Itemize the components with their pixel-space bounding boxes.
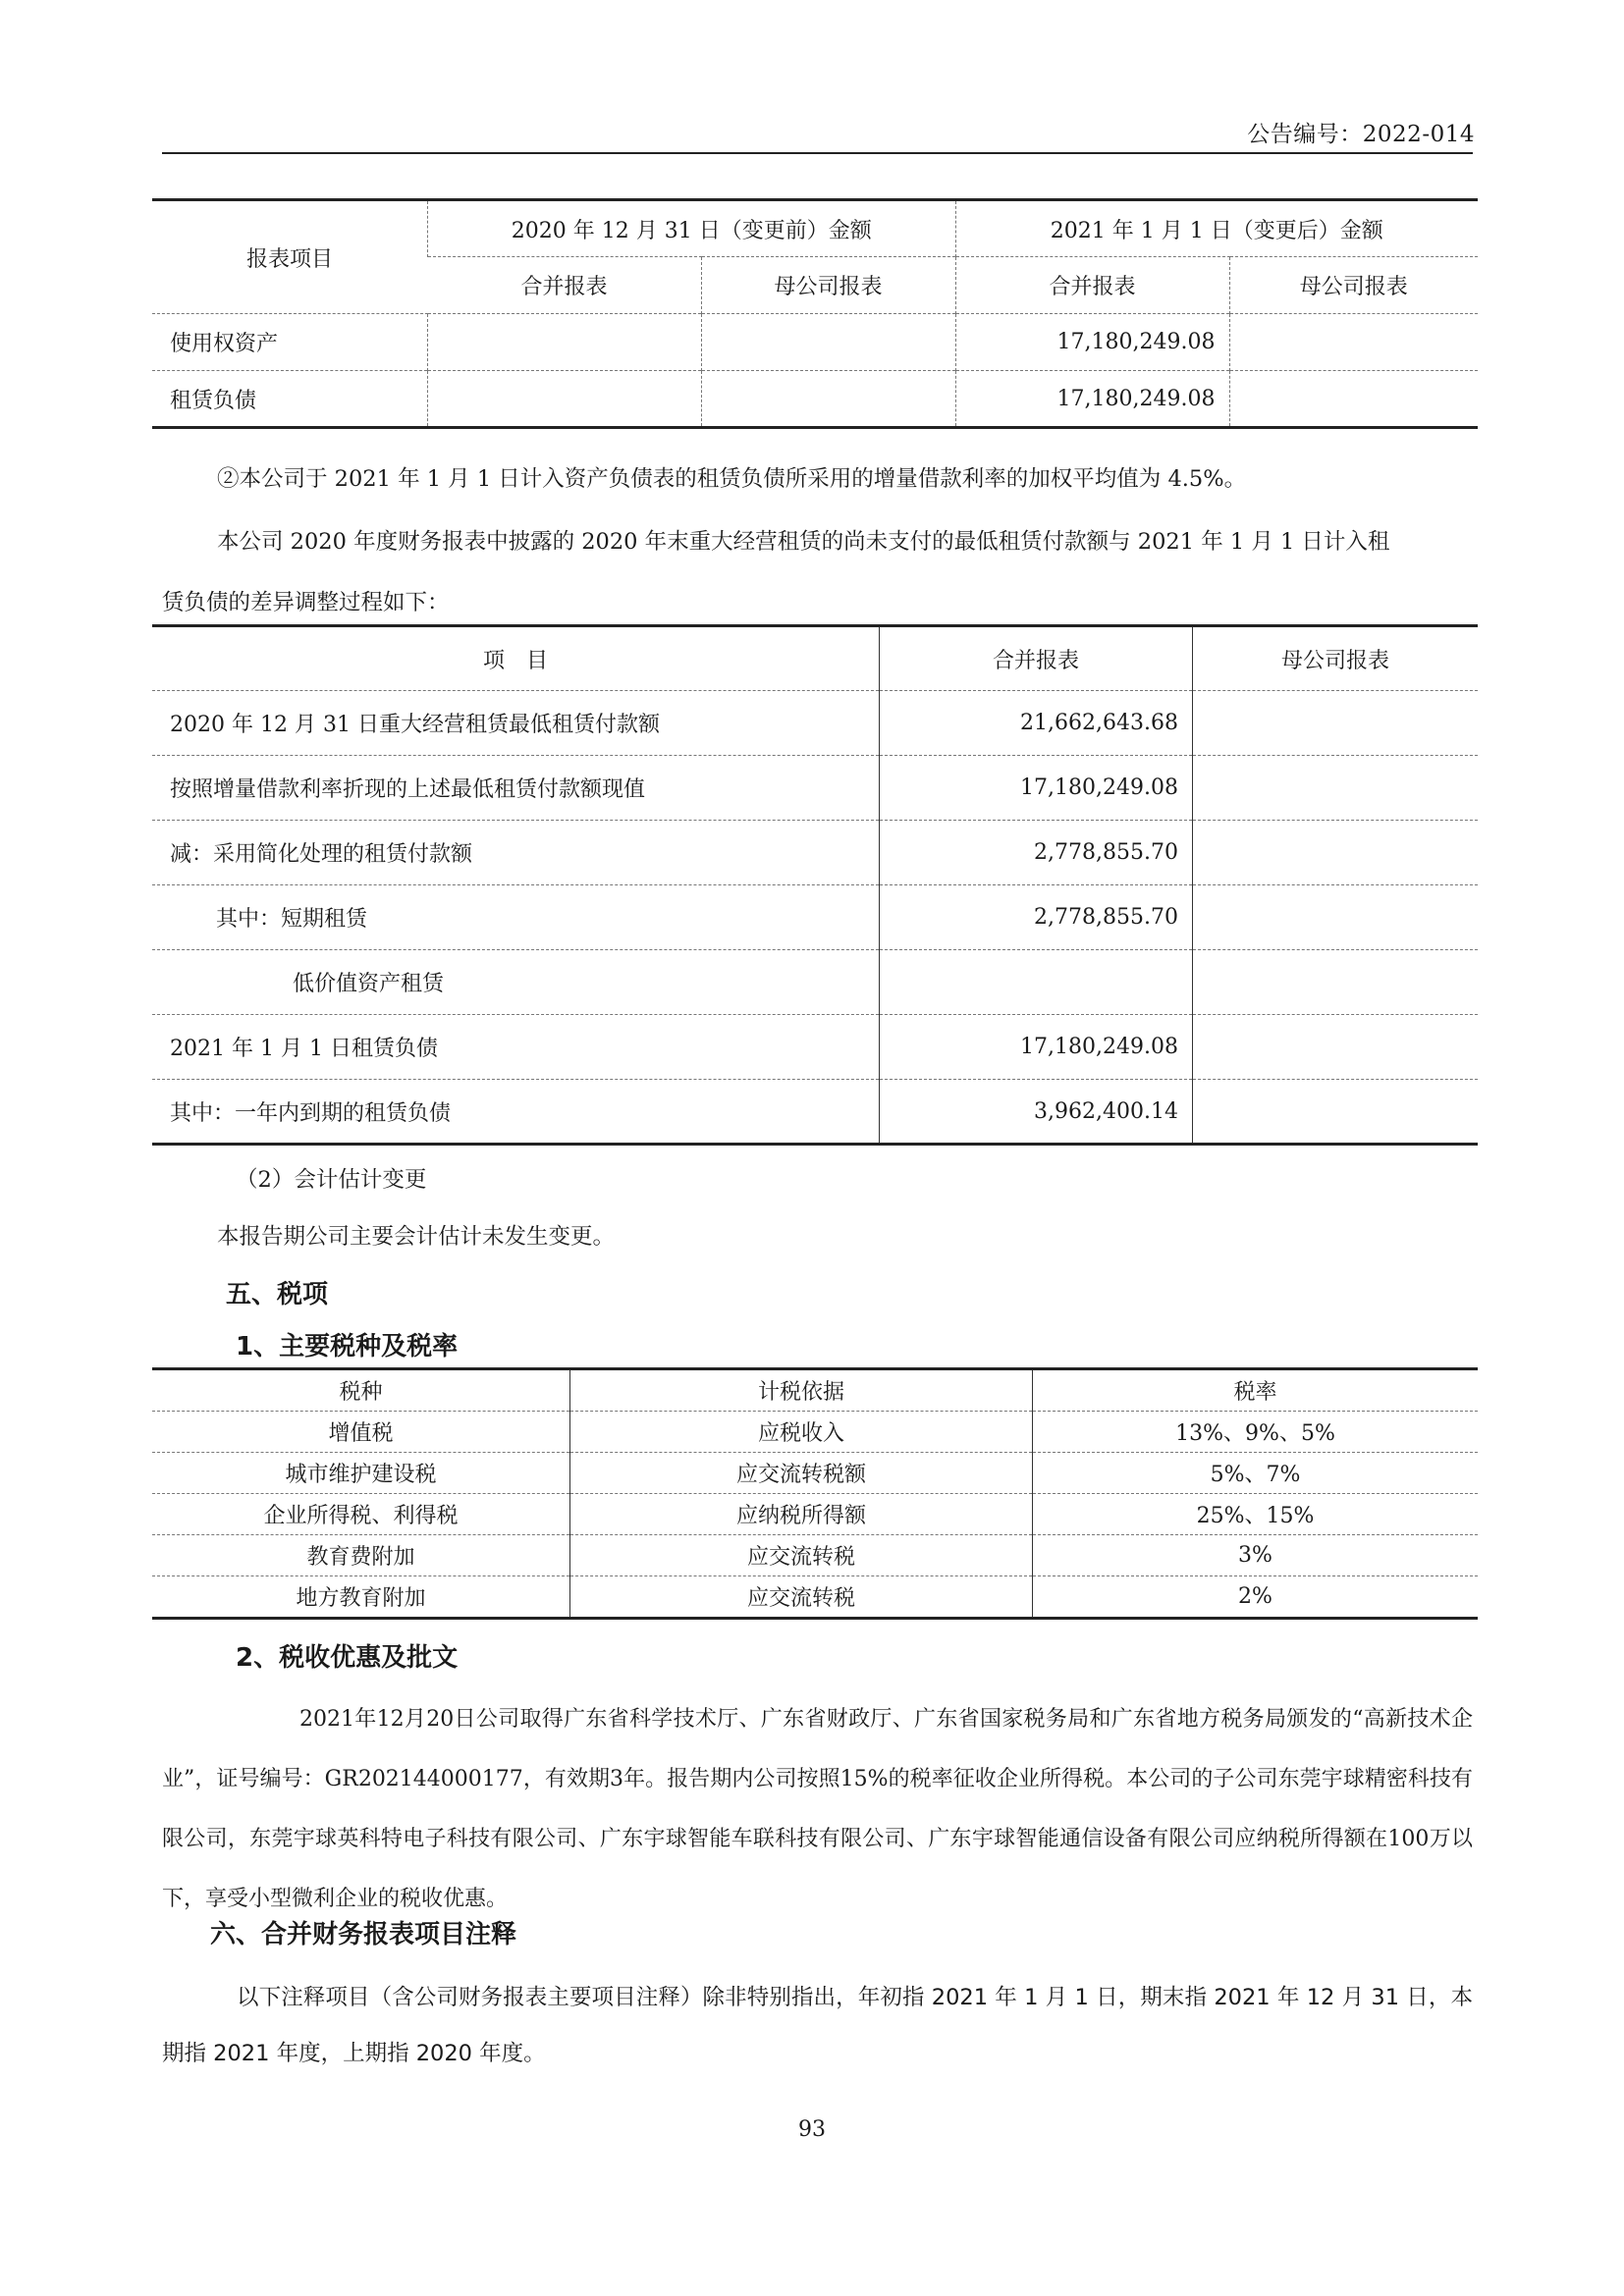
cell (1193, 885, 1479, 950)
cell: 2,778,855.70 (880, 885, 1193, 950)
row-item: 低价值资产租赁 (152, 950, 880, 1015)
paragraph-tax-incentives: 2021年12月20日公司取得广东省科学技术厅、广东省财政厅、广东省国家税务局和广东省地方税务局颁发的“高新技术企业”，证号编号：GR202144000177，有效期3年。报告期内公司按照15%的税率征收企业所得税。本公司的子公司东莞宇球精密科技有限公司，东莞宇球英科特电子科技有限公司、广东宇球智能车联科技有限公司、广东宇球智能通信设备有限公司应纳税所得额在100万以下，享受小型微利企业的税收优惠。 (162, 1707, 1473, 1911)
section-estimate-change: （2）会计估计变更 (236, 1167, 427, 1193)
paragraph-estimate: 本报告期公司主要会计估计未发生变更。 (217, 1224, 616, 1250)
table-row (152, 1576, 1478, 1619)
cell (1193, 950, 1479, 1015)
page-number: 93 (798, 2117, 826, 2142)
cell (1193, 1015, 1479, 1080)
cell (1193, 821, 1479, 885)
table-row (152, 1412, 1478, 1453)
row-item: 2020 年 12 月 31 日重大经营租赁最低租赁付款额 (152, 691, 880, 756)
cell (428, 314, 702, 371)
row-item: 2021 年 1 月 1 日租赁负债 (152, 1015, 880, 1080)
lease-reconciliation-table (152, 624, 1478, 1146)
col-header: 税种 (152, 1369, 570, 1412)
col-header: 计税依据 (570, 1369, 1033, 1412)
table-row (152, 1015, 1478, 1080)
tax-basis: 应交流转税 (570, 1535, 1033, 1576)
tax-basis: 应税收入 (570, 1412, 1033, 1453)
table-row (152, 756, 1478, 821)
heading-notes: 六、合并财务报表项目注释 (210, 1920, 517, 1949)
cell: 2,778,855.70 (880, 821, 1193, 885)
lease-adjustment-table (152, 198, 1478, 429)
tax-rate: 25%、15% (1033, 1494, 1479, 1535)
row-item: 减：采用简化处理的租赁付款额 (152, 821, 880, 885)
cell (701, 371, 955, 428)
row-item: 其中：短期租赁 (152, 885, 880, 950)
tax-rate: 2% (1033, 1576, 1479, 1619)
table-row (152, 1080, 1478, 1145)
tax-basis: 应交流转税 (570, 1576, 1033, 1619)
cell: 3,962,400.14 (880, 1080, 1193, 1145)
sub-header: 母公司报表 (701, 257, 955, 314)
table-row (152, 371, 1478, 428)
table-row (152, 314, 1478, 371)
table-row (152, 1453, 1478, 1494)
tax-basis: 应纳税所得额 (570, 1494, 1033, 1535)
tax-type: 教育费附加 (152, 1535, 570, 1576)
tax-type: 地方教育附加 (152, 1576, 570, 1619)
cell (1229, 314, 1478, 371)
heading-taxes: 五、税项 (226, 1280, 329, 1309)
paragraph-notes: 以下注释项目（含公司财务报表主要项目注释）除非特别指出，年初指 2021 年 1 月 1 日，期末指 2021 年 12 月 31 日，本期指 2021 年度，上期指 2020 年度。 (162, 1985, 1473, 2066)
table-row (152, 1535, 1478, 1576)
cell (1229, 371, 1478, 428)
heading-tax-types: 1、主要税种及税率 (236, 1332, 459, 1362)
col-header: 税率 (1033, 1369, 1479, 1412)
table-row (152, 885, 1478, 950)
paragraph-reconcile-line1: 本公司 2020 年度财务报表中披露的 2020 年末重大经营租赁的尚未支付的最低租赁付款额与 2021 年 1 月 1 日计入租 (217, 529, 1390, 555)
paragraph-reconcile-line2: 赁负债的差异调整过程如下： (162, 590, 450, 615)
cell (1193, 1080, 1479, 1145)
tax-type: 增值税 (152, 1412, 570, 1453)
row-item: 其中：一年内到期的租赁负债 (152, 1080, 880, 1145)
heading-tax-incentives: 2、税收优惠及批文 (236, 1643, 459, 1673)
cell: 21,662,643.68 (880, 691, 1193, 756)
cell: 17,180,249.08 (880, 1015, 1193, 1080)
col-header: 合并报表 (880, 626, 1193, 691)
row-item: 使用权资产 (152, 314, 428, 371)
cell (880, 950, 1193, 1015)
col-header: 项 目 (152, 626, 880, 691)
tax-rate: 13%、9%、5% (1033, 1412, 1479, 1453)
cell: 17,180,249.08 (880, 756, 1193, 821)
cell (1193, 691, 1479, 756)
table-row (152, 821, 1478, 885)
col-item-header: 报表项目 (152, 200, 428, 314)
sub-header: 合并报表 (955, 257, 1229, 314)
cell (1193, 756, 1479, 821)
cell: 17,180,249.08 (955, 371, 1229, 428)
tax-basis: 应交流转税额 (570, 1453, 1033, 1494)
cell (701, 314, 955, 371)
row-item: 租赁负债 (152, 371, 428, 428)
paragraph-rate: ②本公司于 2021 年 1 月 1 日计入资产负债表的租赁负债所采用的增量借款利率的加权平均值为 4.5%。 (217, 466, 1247, 492)
row-item: 按照增量借款利率折现的上述最低租赁付款额现值 (152, 756, 880, 821)
tax-rate-table (152, 1367, 1478, 1620)
col-header: 母公司报表 (1193, 626, 1479, 691)
tax-rate: 3% (1033, 1535, 1479, 1576)
tax-rate: 5%、7% (1033, 1453, 1479, 1494)
sub-header: 合并报表 (428, 257, 702, 314)
group-after-header: 2021 年 1 月 1 日（变更后）金额 (955, 200, 1478, 257)
cell: 17,180,249.08 (955, 314, 1229, 371)
group-before-header: 2020 年 12 月 31 日（变更前）金额 (428, 200, 956, 257)
table-row (152, 950, 1478, 1015)
tax-type: 企业所得税、利得税 (152, 1494, 570, 1535)
cell (428, 371, 702, 428)
announcement-number: 公告编号：2022-014 (1247, 122, 1475, 147)
table-row (152, 1494, 1478, 1535)
header-divider (162, 152, 1473, 154)
sub-header: 母公司报表 (1229, 257, 1478, 314)
table-row (152, 691, 1478, 756)
tax-type: 城市维护建设税 (152, 1453, 570, 1494)
